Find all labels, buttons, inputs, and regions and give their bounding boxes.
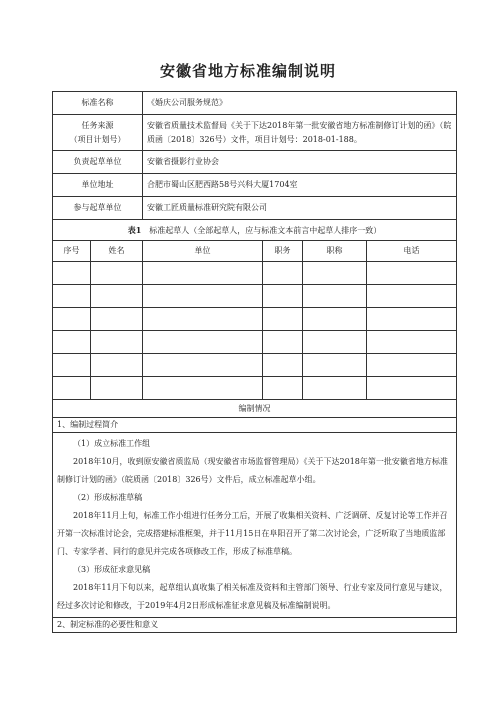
section-title-row	[53, 400, 457, 418]
source-label	[53, 115, 143, 151]
drafter-cell	[303, 262, 367, 285]
name-label: 标准名称	[53, 92, 143, 115]
drafter-rows	[53, 262, 457, 400]
paragraph-2: 2018年11月上旬，标准工作小组进行任务分工后，开展了收集相关资料、广泛调研、反复讨论等工作并召开第一次标准讨论会，完成搭建标准框架，并于11月15日在阜阳召开了第二次讨论会，广泛听取了当地质监部门、专家学者、同行的意见并完成各项修改工作，形成了标准草稿。	[57, 511, 448, 556]
process-body	[53, 433, 457, 618]
drafter-cell	[143, 331, 263, 354]
source-label-line1: 任务来源	[81, 120, 114, 130]
drafter-row	[53, 262, 457, 285]
lead-value: 安徽省摄影行业协会	[143, 151, 457, 174]
drafter-cell	[91, 354, 143, 377]
source-value: 安徽省质量技术监督局《关于下达2018年第一批安徽省地方标准制修订计划的函》（皖质函〔2018〕326号）文件，项目计划号：2018-01-188。	[143, 115, 457, 151]
col-header-title: 职称	[303, 241, 367, 262]
drafter-cell	[53, 308, 91, 331]
drafter-cell	[263, 354, 303, 377]
drafters-caption	[53, 220, 457, 241]
caption-text: 标准起草人（全部起草人，应与标准文本前言中起草人排序一致）	[149, 225, 382, 235]
process-heading: 1、编制过程简介	[53, 418, 457, 433]
drafter-cell	[263, 377, 303, 400]
col-header-position: 职务	[263, 241, 303, 262]
drafter-cell	[91, 308, 143, 331]
col-header-phone: 电话	[367, 241, 457, 262]
lead-row	[53, 151, 457, 174]
drafter-cell	[263, 308, 303, 331]
drafter-cell	[143, 262, 263, 285]
name-row	[53, 92, 457, 115]
subheading-2: （2）形成标准草稿	[73, 493, 143, 502]
drafter-cell	[367, 377, 457, 400]
drafter-cell	[53, 377, 91, 400]
address-value: 合肥市蜀山区肥西路58号兴科大厦1704室	[143, 174, 457, 197]
drafter-cell	[143, 285, 263, 308]
source-label-line2: （项目计划号）	[69, 134, 126, 144]
process-heading-row	[53, 418, 457, 433]
drafter-cell	[303, 377, 367, 400]
drafter-row	[53, 377, 457, 400]
subheading-3: （3）形成征求意见稿	[73, 565, 151, 574]
drafter-cell	[303, 285, 367, 308]
next-heading: 2、制定标准的必要性和意义	[53, 618, 457, 633]
drafter-cell	[263, 262, 303, 285]
address-label: 单位地址	[53, 174, 143, 197]
drafter-cell	[91, 377, 143, 400]
name-value: 《婚庆公司服务规范》	[143, 92, 457, 115]
next-heading-row	[53, 618, 457, 633]
drafter-cell	[367, 308, 457, 331]
drafters-header-row	[53, 241, 457, 262]
drafter-cell	[91, 262, 143, 285]
drafter-cell	[143, 377, 263, 400]
drafter-cell	[91, 331, 143, 354]
address-row	[53, 174, 457, 197]
drafter-cell	[367, 354, 457, 377]
drafter-cell	[53, 354, 91, 377]
caption-number: 表1	[127, 224, 142, 235]
paragraph-1: 2018年10月，收到原安徽省质监局（现安徽省市场监督管理局）《关于下达2018年第一批安徽省地方标准制修订计划的函》（皖质函〔2018〕326号）文件后，成立标准起草小组。	[57, 457, 448, 484]
page-title: 安徽省地方标准编制说明	[159, 62, 336, 80]
subheading-1: （1）成立标准工作组	[73, 439, 151, 448]
col-header-no: 序号	[53, 241, 91, 262]
partner-value: 安徽工匠质量标准研究院有限公司	[143, 197, 457, 220]
drafter-cell	[367, 285, 457, 308]
drafter-cell	[367, 262, 457, 285]
drafter-cell	[367, 331, 457, 354]
drafters-caption-row	[53, 220, 457, 241]
col-header-name: 姓名	[91, 241, 143, 262]
paragraph-3: 2018年11月下旬以来，起草组认真收集了相关标准及资料和主管部门领导、行业专家及同行意见与建议，经过多次讨论和修改，于2019年4月2日形成标准征求意见稿及标准编制说明。	[57, 583, 448, 610]
drafter-cell	[303, 308, 367, 331]
section-title: 编制情况	[53, 400, 457, 418]
drafter-cell	[143, 354, 263, 377]
process-body-row	[53, 433, 457, 618]
drafter-cell	[303, 331, 367, 354]
standard-form-table	[52, 91, 457, 633]
drafter-cell	[143, 308, 263, 331]
source-row	[53, 115, 457, 151]
partner-label: 参与起草单位	[53, 197, 143, 220]
col-header-unit: 单位	[143, 241, 263, 262]
partner-row	[53, 197, 457, 220]
drafter-row	[53, 354, 457, 377]
drafter-cell	[263, 285, 303, 308]
drafter-cell	[53, 331, 91, 354]
drafter-cell	[53, 285, 91, 308]
drafter-row	[53, 308, 457, 331]
drafter-row	[53, 285, 457, 308]
drafter-cell	[53, 262, 91, 285]
lead-label: 负责起草单位	[53, 151, 143, 174]
drafter-row	[53, 331, 457, 354]
drafter-cell	[91, 285, 143, 308]
drafter-cell	[303, 354, 367, 377]
drafter-cell	[263, 331, 303, 354]
